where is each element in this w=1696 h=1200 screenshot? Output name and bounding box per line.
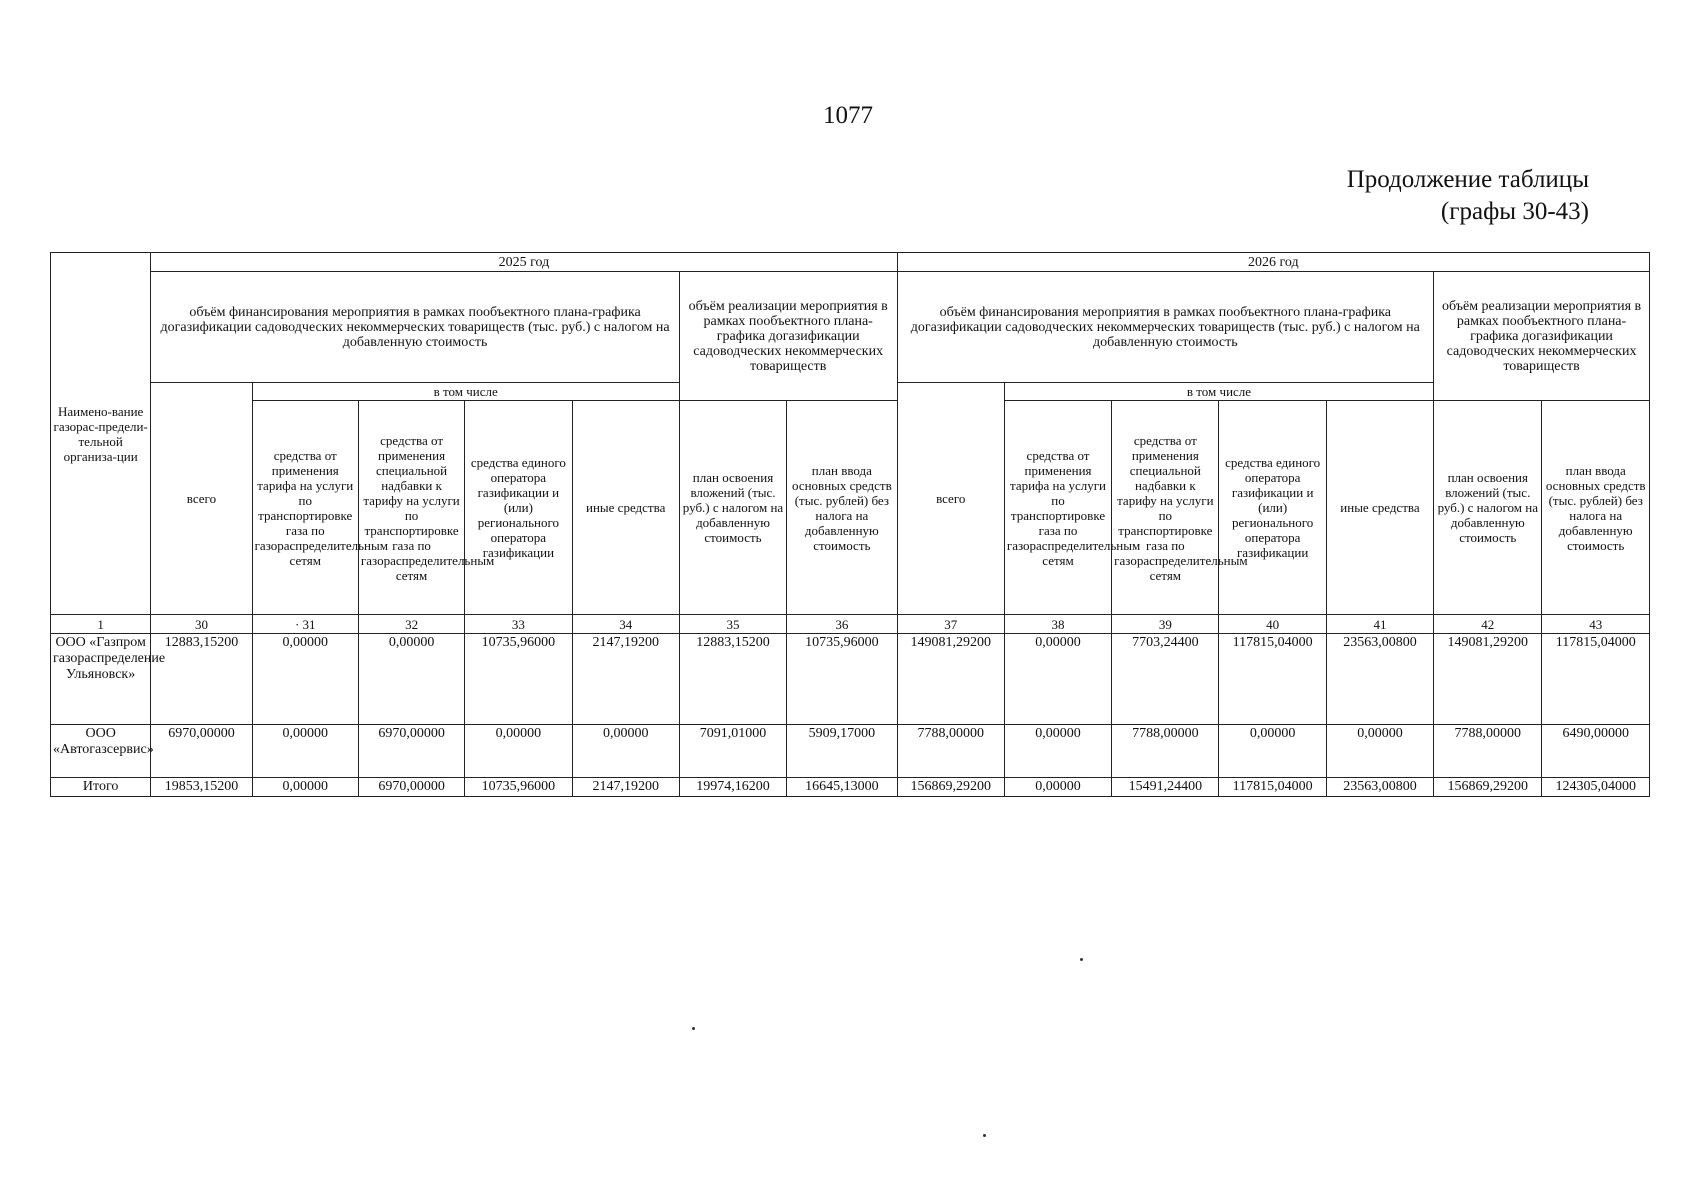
table-cell: 23563,00800 (1326, 634, 1433, 725)
table-cell: 6970,00000 (358, 778, 464, 797)
table-cell: 10735,96000 (465, 634, 572, 725)
table-cell: 10735,96000 (787, 634, 897, 725)
column-number: · 31 (252, 615, 358, 634)
table-cell: 0,00000 (358, 634, 464, 725)
header-operator-2025: средства единого оператора газификации и (или) регионального оператора газификации (465, 401, 572, 615)
table-cell: 6490,00000 (1542, 725, 1650, 778)
total-label: Итого (51, 778, 151, 797)
table-cell: 19853,15200 (151, 778, 252, 797)
column-number: 42 (1434, 615, 1542, 634)
header-investment-2025: план освоения вложений (тыс. руб.) с налогом на добавленную стоимость (679, 401, 786, 615)
table-cell: 7091,01000 (679, 725, 786, 778)
table-cell: 12883,15200 (151, 634, 252, 725)
table-cell: 5909,17000 (787, 725, 897, 778)
table-cell: 149081,29200 (897, 634, 1004, 725)
table-cell: 7788,00000 (1112, 725, 1219, 778)
header-realization-2026: объём реализации мероприятия в рамках пообъектного плана-графика догазификации садоводческих некоммерческих товариществ (1434, 272, 1650, 401)
column-number: 32 (358, 615, 464, 634)
table-cell: 2147,19200 (572, 778, 679, 797)
table-cell: 7703,24400 (1112, 634, 1219, 725)
table-cell: 7788,00000 (897, 725, 1004, 778)
column-number: 30 (151, 615, 252, 634)
table-cell: 0,00000 (252, 778, 358, 797)
header-year-2026: 2026 год (897, 253, 1649, 272)
page-number: 1077 (823, 102, 873, 129)
table-row (51, 725, 1650, 778)
table-row-total (51, 778, 1650, 797)
table-cell: 7788,00000 (1434, 725, 1542, 778)
header-surcharge-2026: средства от применения специальной надбавки к тарифу на услуги по транспортировке газа по газораспределительным сетям (1112, 401, 1219, 615)
table-cell: 23563,00800 (1326, 778, 1433, 797)
table-cell: 0,00000 (1219, 725, 1326, 778)
organization-name: ООО «Газпром газораспределение Ульяновск» (51, 634, 151, 725)
table-cell: 117815,04000 (1219, 634, 1326, 725)
header-organization-name: Наимено-вание газорас-предели-тельной организа-ции (51, 253, 151, 615)
header-financing-2025: объём финансирования мероприятия в рамках пообъектного плана-графика догазификации садоводческих некоммерческих товариществ (тыс. руб.) с налогом на добавленную стоимость (151, 272, 680, 383)
table-cell: 0,00000 (465, 725, 572, 778)
column-number: 36 (787, 615, 897, 634)
table-cell: 2147,19200 (572, 634, 679, 725)
column-number: 43 (1542, 615, 1650, 634)
table-row (51, 634, 1650, 725)
header-operator-2026: средства единого оператора газификации и (или) регионального оператора газификации (1219, 401, 1326, 615)
table-cell: 0,00000 (252, 634, 358, 725)
table-cell: 6970,00000 (358, 725, 464, 778)
scan-speck (692, 1027, 695, 1030)
table-cell: 0,00000 (1004, 725, 1111, 778)
table-cell: 117815,04000 (1542, 634, 1650, 725)
table-cell: 0,00000 (1004, 634, 1111, 725)
column-number: 39 (1112, 615, 1219, 634)
header-year-2025: 2025 год (151, 253, 897, 272)
table-cell: 156869,29200 (1434, 778, 1542, 797)
table-cell: 124305,04000 (1542, 778, 1650, 797)
table-cell: 0,00000 (572, 725, 679, 778)
table-cell: 16645,13000 (787, 778, 897, 797)
table-cell: 12883,15200 (679, 634, 786, 725)
header-other-2025: иные средства (572, 401, 679, 615)
column-number-row (51, 615, 1650, 634)
column-number: 37 (897, 615, 1004, 634)
header-realization-2025: объём реализации мероприятия в рамках пообъектного плана-графика догазификации садоводческих некоммерческих товариществ (679, 272, 897, 401)
gasification-table (50, 252, 1650, 797)
continuation-title-line-2: (графы 30-43) (1440, 198, 1589, 225)
column-number: 35 (679, 615, 786, 634)
column-number: 34 (572, 615, 679, 634)
table-cell: 15491,24400 (1112, 778, 1219, 797)
scan-speck (983, 1134, 986, 1137)
column-number: 38 (1004, 615, 1111, 634)
header-fixed-assets-2025: план ввода основных средств (тыс. рублей) без налога на добавленную стоимость (787, 401, 897, 615)
header-including-2026: в том числе (1004, 383, 1433, 401)
header-total-2025: всего (151, 383, 252, 615)
header-surcharge-2025: средства от применения специальной надбавки к тарифу на услуги по транспортировке газа по газораспределительным сетям (358, 401, 464, 615)
continuation-title-line-1: Продолжение таблицы (1346, 166, 1589, 193)
table-cell: 6970,00000 (151, 725, 252, 778)
continuation-title (1347, 164, 1589, 228)
table-cell: 19974,16200 (679, 778, 786, 797)
header-including-2025: в том числе (252, 383, 679, 401)
table-cell: 156869,29200 (897, 778, 1004, 797)
table-cell: 10735,96000 (465, 778, 572, 797)
column-number: 1 (51, 615, 151, 634)
table-cell: 0,00000 (252, 725, 358, 778)
header-tariff-2025: средства от применения тарифа на услуги по транспортировке газа по газораспределительным сетям (252, 401, 358, 615)
header-fixed-assets-2026: план ввода основных средств (тыс. рублей) без налога на добавленную стоимость (1542, 401, 1650, 615)
organization-name: ООО «Автогазсервис» (51, 725, 151, 778)
header-investment-2026: план освоения вложений (тыс. руб.) с налогом на добавленную стоимость (1434, 401, 1542, 615)
header-total-2026: всего (897, 383, 1004, 615)
header-financing-2026: объём финансирования мероприятия в рамках пообъектного плана-графика догазификации садоводческих некоммерческих товариществ (тыс. руб.) с налогом на добавленную стоимость (897, 272, 1434, 383)
header-other-2026: иные средства (1326, 401, 1433, 615)
header-tariff-2026: средства от применения тарифа на услуги по транспортировке газа по газораспределительным сетям (1004, 401, 1111, 615)
column-number: 33 (465, 615, 572, 634)
table-cell: 149081,29200 (1434, 634, 1542, 725)
column-number: 40 (1219, 615, 1326, 634)
table-cell: 0,00000 (1326, 725, 1433, 778)
scan-speck (1080, 958, 1083, 961)
table-cell: 117815,04000 (1219, 778, 1326, 797)
column-number: 41 (1326, 615, 1433, 634)
table-cell: 0,00000 (1004, 778, 1111, 797)
